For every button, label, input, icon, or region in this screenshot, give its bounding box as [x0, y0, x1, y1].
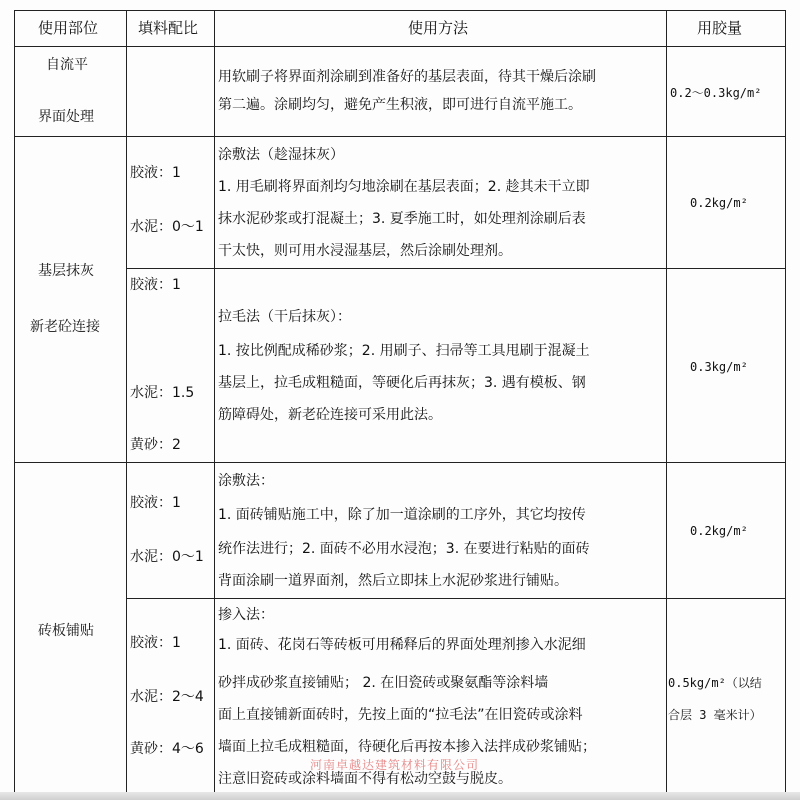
method-line: 面上直接铺新面砖时，先按上面的“拉毛法”在旧瓷砖或涂料 — [218, 707, 583, 723]
col-divider — [126, 10, 127, 792]
page-bottom-edge — [0, 792, 800, 800]
ratio-line: 水泥：0～1 — [130, 549, 204, 565]
table-border-left — [14, 10, 15, 792]
ratio-line: 胶液：1 — [130, 165, 181, 181]
ratio-line: 水泥：1.5 — [130, 385, 195, 401]
header-method: 使用方法 — [408, 19, 469, 37]
usage-value: 0.3kg/m² — [690, 360, 748, 374]
usage-value: 合层 3 毫米计） — [668, 708, 762, 722]
usage-value: 0.2～0.3kg/m² — [670, 86, 762, 100]
method-line: 1. 面砖铺贴施工中，除了加一道涂刷的工序外，其它均按传 — [218, 507, 586, 523]
method-line: 1. 面砖、花岗石等砖板可用稀释后的界面处理剂掺入水泥细 — [218, 637, 586, 653]
ratio-line: 胶液：1 — [130, 495, 181, 511]
method-line: 统作法进行；2. 面砖不必用水浸泡；3. 在要进行粘贴的面砖 — [218, 541, 590, 557]
method-line: 1. 按比例配成稀砂浆；2. 用刷子、扫帚等工具甩刷于混凝土 — [218, 343, 590, 359]
method-line: 基层上，拉毛成粗糙面，等硬化后再抹灰；3. 遇有模板、钢 — [218, 375, 586, 391]
subrow-divider — [126, 268, 786, 269]
col-divider — [666, 10, 667, 792]
method-line: 拉毛法（干后抹灰）： — [218, 309, 351, 325]
col-divider — [214, 10, 215, 792]
method-line: 1. 用毛刷将界面剂均匀地涂刷在基层表面；2. 趁其未干立即 — [218, 179, 590, 195]
method-line: 掺入法： — [218, 607, 274, 623]
usage-value: 0.2kg/m² — [690, 196, 748, 210]
part-label: 自流平 — [46, 57, 88, 73]
row-divider — [14, 136, 786, 137]
usage-value: 0.5kg/m²（以结 — [668, 676, 762, 690]
header-part: 使用部位 — [38, 19, 99, 37]
row-divider — [14, 462, 786, 463]
ratio-line: 胶液：1 — [130, 277, 181, 293]
table-border-right — [785, 10, 786, 792]
method-line: 砂拌成砂浆直接铺贴； 2. 在旧瓷砖或聚氨酯等涂料墙 — [218, 675, 549, 691]
method-line: 抹水泥砂浆或打混凝土；3. 夏季施工时，如处理剂涂刷后表 — [218, 211, 586, 227]
method-line: 背面涂刷一道界面剂，然后立即抹上水泥砂浆进行铺贴。 — [218, 573, 568, 589]
header-usage: 用胶量 — [697, 19, 743, 37]
method-line: 用软刷子将界面剂涂刷到准备好的基层表面，待其干燥后涂刷 — [218, 69, 596, 85]
method-line: 涂敷法（趁湿抹灰） — [218, 147, 344, 163]
ratio-line: 黄砂：4～6 — [130, 741, 204, 757]
method-line: 涂敷法： — [218, 473, 274, 489]
part-label: 新老砼连接 — [30, 319, 100, 335]
ratio-line: 水泥：2～4 — [130, 689, 204, 705]
ratio-line: 黄砂：2 — [130, 437, 181, 453]
company-watermark: 河南卓越达建筑材料有限公司 — [310, 758, 480, 772]
subrow-divider — [126, 598, 786, 599]
method-line: 注意旧瓷砖或涂料墙面不得有松动空鼓与脱皮。 — [218, 771, 512, 787]
header-ratio: 填料配比 — [138, 19, 199, 37]
part-label: 界面处理 — [38, 109, 94, 125]
usage-value: 0.2kg/m² — [690, 524, 748, 538]
method-line: 第二遍。涂刷均匀，避免产生积液，即可进行自流平施工。 — [218, 97, 582, 113]
method-line: 墙面上拉毛成粗糙面，待硬化后再按本掺入法拌成砂浆铺贴； — [218, 739, 596, 755]
part-label: 基层抹灰 — [38, 263, 94, 279]
method-line: 干太快，则可用水浸湿基层，然后涂刷处理剂。 — [218, 243, 512, 259]
part-label: 砖板铺贴 — [38, 623, 94, 639]
method-line: 筋障碍处，新老砼连接可采用此法。 — [218, 407, 442, 423]
table-border-top — [14, 10, 786, 11]
header-divider — [14, 46, 786, 47]
ratio-line: 水泥：0～1 — [130, 219, 204, 235]
ratio-line: 胶液：1 — [130, 635, 181, 651]
